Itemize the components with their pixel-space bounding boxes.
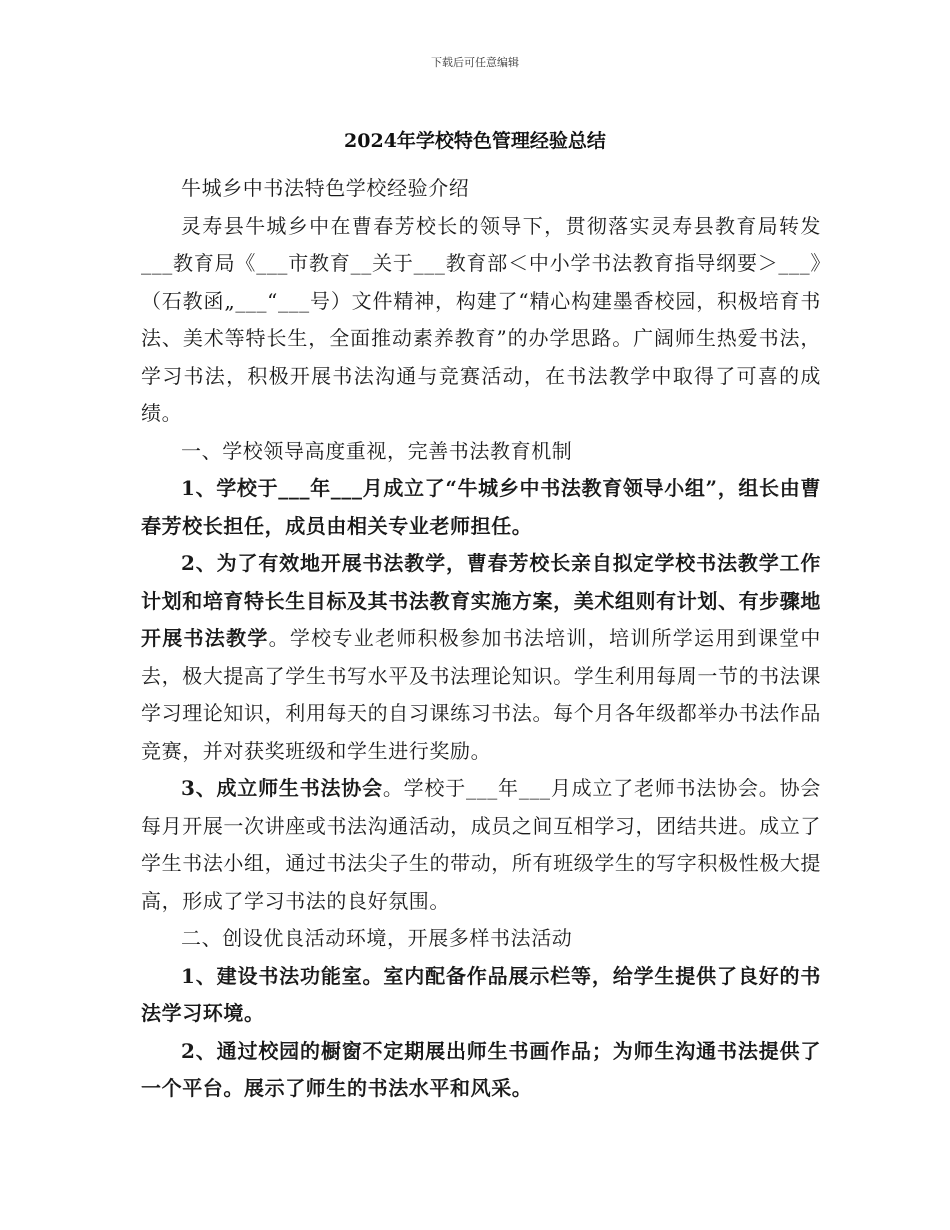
section-heading-2: 二、创设优良活动环境，开展多样书法活动 [181, 926, 573, 950]
section-heading-1: 一、学校领导高度重视，完善书法教育机制 [181, 438, 573, 463]
document-body [141, 170, 821, 1108]
section1-item-3 [141, 770, 821, 920]
document-title: 2024年学校特色管理经验总结 [344, 130, 606, 152]
section1-item-2-text: 。学校专业老师积极参加书法培训，培训所学运用到课堂中去，极大提高了学生书写水平及书法理论知识。学生利用每周一节的书法课学习理论知识，利用每天的自习课练习书法。每个月各年级都举办书法作品竞赛，并对获奖班级和学生进行奖励。 [141, 626, 821, 763]
section1-item-2-lead: 2、为了有效地开展书法教学，曹春芳校长亲自拟定学校书法教学工作计划和培育特长生目标及其书法教育实施方案，美术组则有计划、有步骤地开展书法教学 [141, 551, 821, 650]
section1-item-3-text: 。学校于___年___月成立了老师书法协会。协会每月开展一次讲座或书法沟通活动，成员之间互相学习，团结共进。成立了学生书法小组，通过书法尖子生的带动，所有班级学生的写字积极性极大提高，形成了学习书法的良好氛围。 [141, 776, 821, 913]
section1-item-3-lead: 3、成立师生书法协会 [181, 776, 383, 800]
subtitle: 牛城乡中书法特色学校经验介绍 [181, 176, 470, 200]
intro-paragraph: 灵寿县牛城乡中在曹春芳校长的领导下，贯彻落实灵寿县教育局转发___教育局《___市教育__关于___教育部＜中小学书法教育指导纲要＞___》（石教函„___“___号）文件精神，构建了“精心构建墨香校园，积极培育书法、美术等特长生，全面推动素养教育”的办学思路。广阔师生热爱书法，学习书法，积极开展书法沟通与竞赛活动，在书法教学中取得了可喜的成绩。 [141, 213, 821, 425]
header-note: 下载后可任意编辑 [431, 56, 519, 69]
section1-item-1: 1、学校于___年___月成立了“牛城乡中书法教育领导小组”，组长由曹春芳校长担任，成员由相关专业老师担任。 [141, 476, 821, 538]
section1-item-2 [141, 545, 821, 770]
section2-item-1: 1、建设书法功能室。室内配备作品展示栏等，给学生提供了良好的书法学习环境。 [141, 963, 821, 1025]
section2-item-2: 2、通过校园的橱窗不定期展出师生书画作品；为师生沟通书法提供了一个平台。展示了师生的书法水平和风采。 [141, 1038, 821, 1100]
